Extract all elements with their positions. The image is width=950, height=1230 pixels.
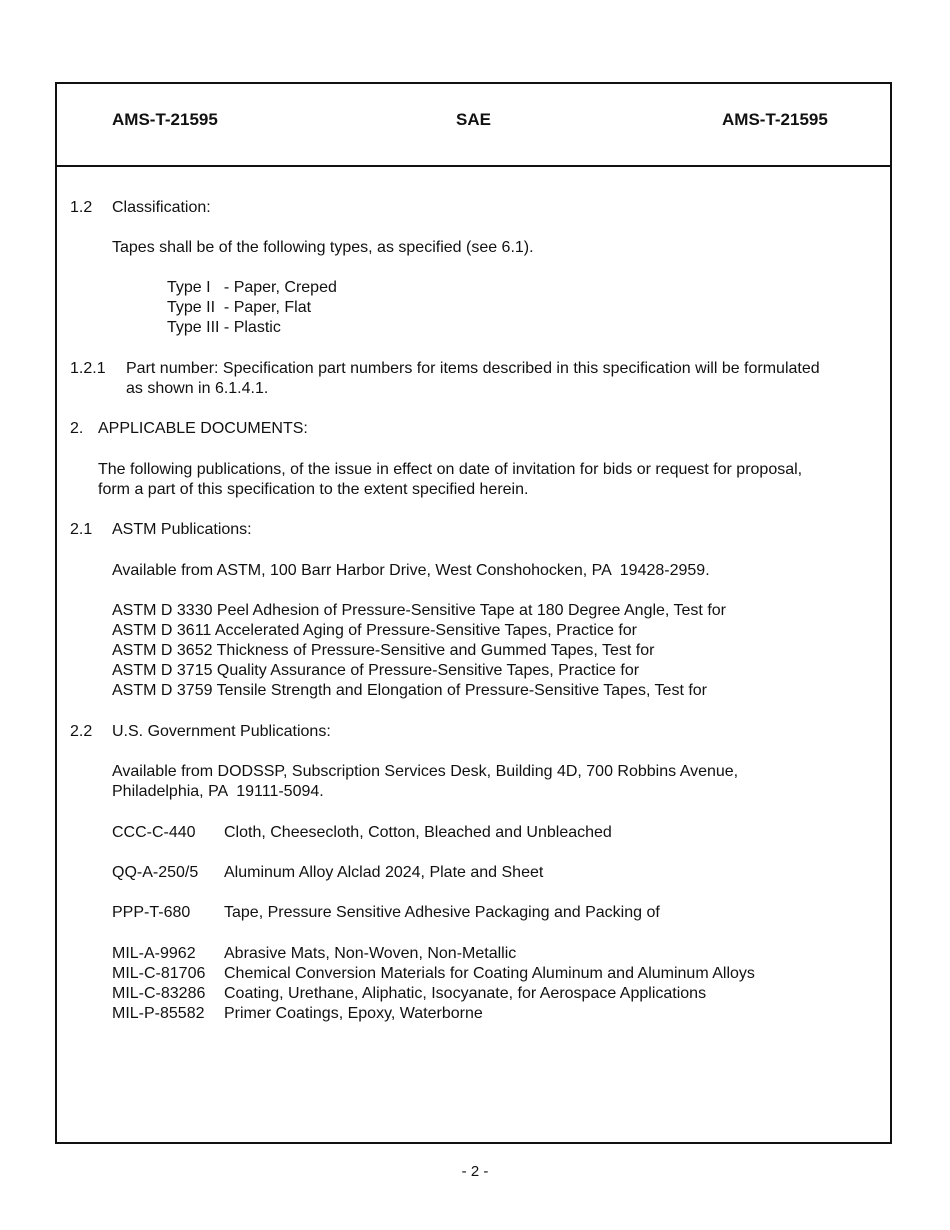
spec-description: Primer Coatings, Epoxy, Waterborne — [224, 1005, 483, 1022]
astm-item: ASTM D 3759 Tensile Strength and Elongation of Pressure-Sensitive Tapes, Test for — [112, 682, 707, 699]
astm-item: ASTM D 3715 Quality Assurance of Pressure-Sensitive Tapes, Practice for — [112, 662, 640, 679]
spec-description: Tape, Pressure Sensitive Adhesive Packaging and Packing of — [224, 904, 660, 921]
spec-description: Cloth, Cheesecloth, Cotton, Bleached and Unbleached — [224, 824, 612, 841]
paragraph: Part number: Specification part numbers for items described in this specification will be formulated — [126, 360, 820, 377]
section-number: 2. — [70, 420, 84, 437]
section-title: APPLICABLE DOCUMENTS: — [98, 420, 308, 437]
spec-description: Abrasive Mats, Non-Woven, Non-Metallic — [224, 945, 517, 962]
spec-code: MIL-C-81706 — [112, 965, 206, 982]
spec-code: MIL-C-83286 — [112, 985, 206, 1002]
paragraph: as shown in 6.1.4.1. — [126, 380, 269, 397]
section-number: 2.2 — [70, 723, 93, 740]
paragraph: Available from ASTM, 100 Barr Harbor Drive, West Conshohocken, PA 19428-2959. — [112, 562, 710, 579]
paragraph: Tapes shall be of the following types, as specified (see 6.1). — [112, 239, 534, 256]
header-doc-id-right: AMS-T-21595 — [722, 110, 828, 129]
spec-code: PPP-T-680 — [112, 904, 191, 921]
section-title: ASTM Publications: — [112, 521, 252, 538]
paragraph: Available from DODSSP, Subscription Services Desk, Building 4D, 700 Robbins Avenue, — [112, 763, 739, 780]
spec-code: CCC-C-440 — [112, 824, 196, 841]
header-doc-id-left: AMS-T-21595 — [112, 110, 218, 129]
section-number: 1.2.1 — [70, 360, 106, 377]
section-title: Classification: — [112, 199, 211, 216]
spec-code: MIL-P-85582 — [112, 1005, 205, 1022]
type-item: Type III - Plastic — [167, 319, 281, 336]
type-item: Type I - Paper, Creped — [167, 279, 337, 296]
spec-description: Aluminum Alloy Alclad 2024, Plate and Sheet — [224, 864, 544, 881]
section-number: 2.1 — [70, 521, 93, 538]
paragraph: form a part of this specification to the extent specified herein. — [98, 481, 529, 498]
astm-item: ASTM D 3330 Peel Adhesion of Pressure-Sensitive Tape at 180 Degree Angle, Test for — [112, 602, 726, 619]
header-divider — [55, 165, 892, 167]
header-org: SAE — [456, 110, 491, 129]
astm-item: ASTM D 3652 Thickness of Pressure-Sensitive and Gummed Tapes, Test for — [112, 642, 655, 659]
astm-item: ASTM D 3611 Accelerated Aging of Pressure-Sensitive Tapes, Practice for — [112, 622, 637, 639]
spec-code: MIL-A-9962 — [112, 945, 196, 962]
page-number: - 2 - — [461, 1163, 489, 1180]
type-item: Type II - Paper, Flat — [167, 299, 312, 316]
spec-description: Coating, Urethane, Aliphatic, Isocyanate, for Aerospace Applications — [224, 985, 707, 1002]
spec-description: Chemical Conversion Materials for Coating Aluminum and Aluminum Alloys — [224, 965, 755, 982]
spec-code: QQ-A-250/5 — [112, 864, 199, 881]
paragraph: Philadelphia, PA 19111-5094. — [112, 783, 324, 800]
paragraph: The following publications, of the issue in effect on date of invitation for bids or request for proposal, — [98, 461, 803, 478]
section-title: U.S. Government Publications: — [112, 723, 331, 740]
section-number: 1.2 — [70, 199, 93, 216]
